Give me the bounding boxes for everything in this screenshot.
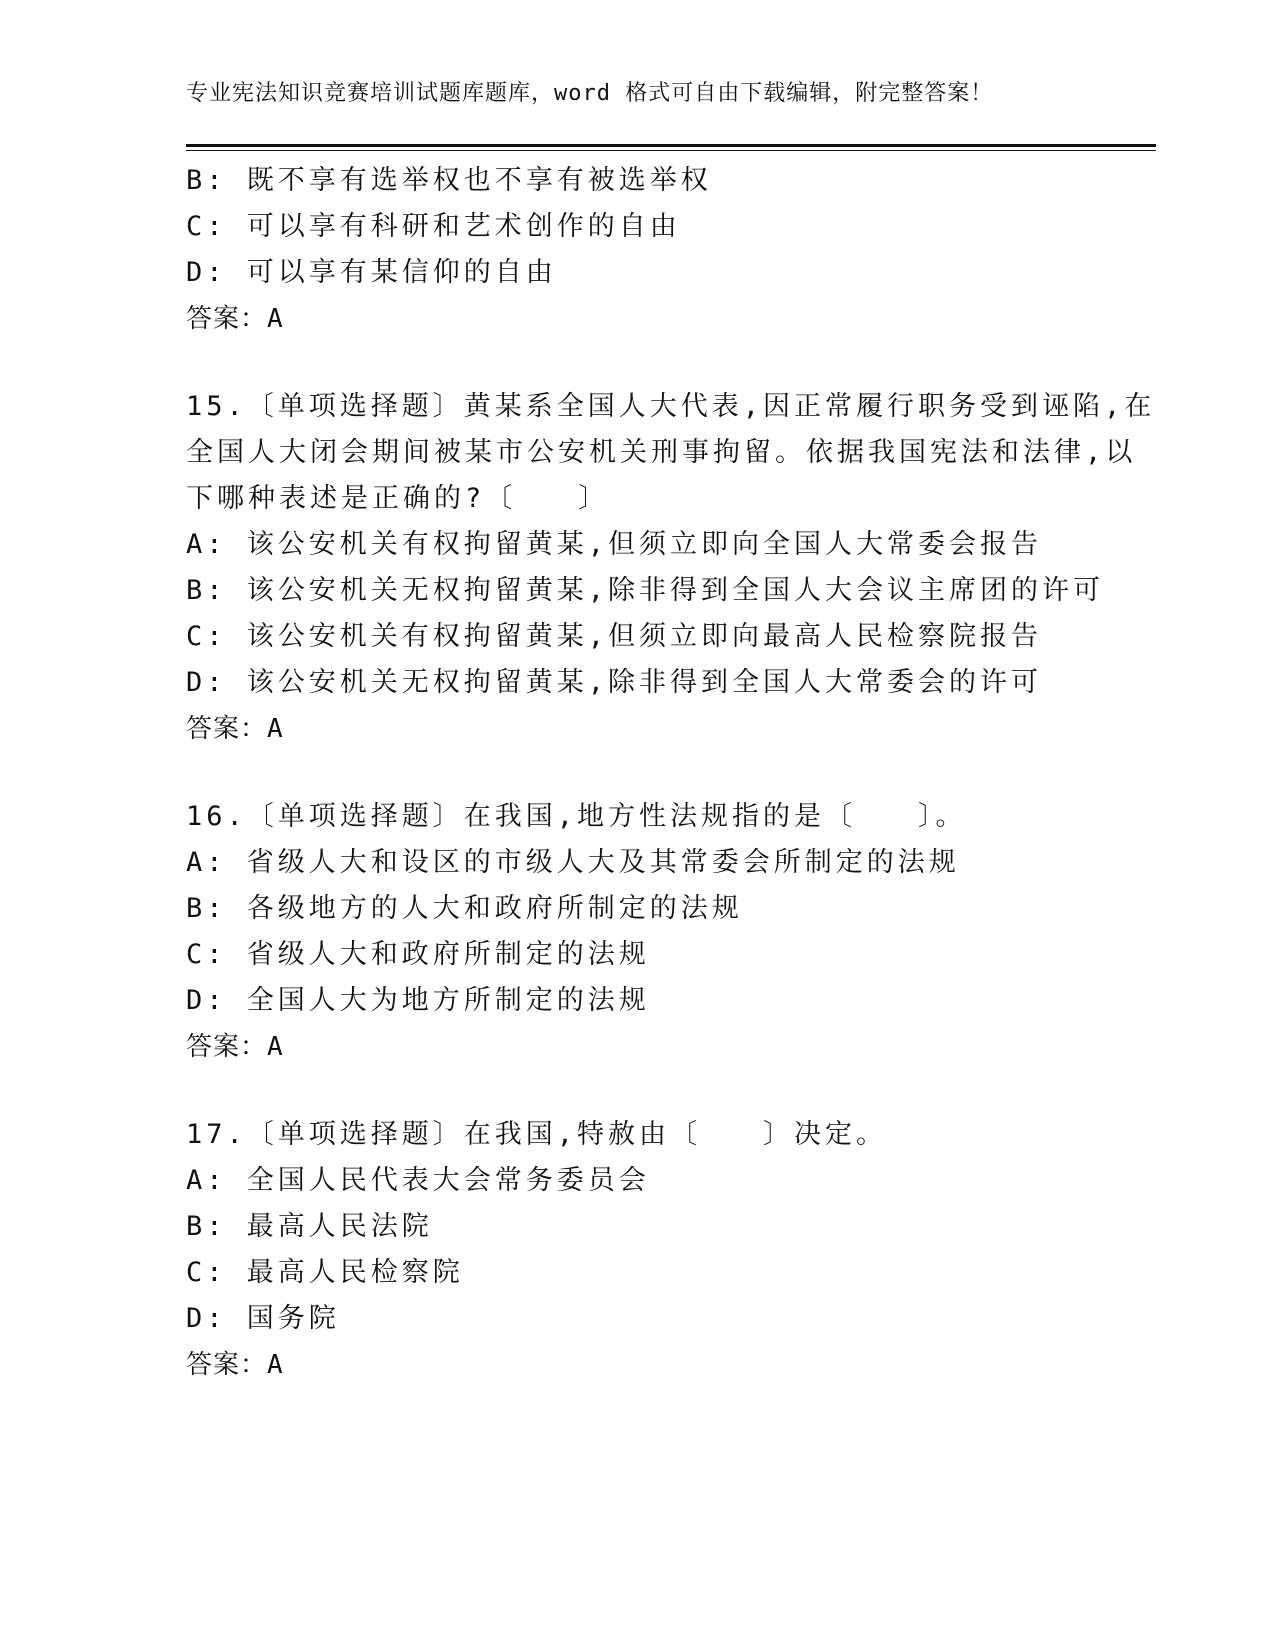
option-b: B: 各级地方的人大和政府所制定的法规 — [186, 893, 743, 924]
question-16 — [186, 794, 1086, 1070]
question-15 — [186, 384, 1156, 752]
question-stem-line: 17.〔单项选择题〕在我国,特赦由〔 〕决定。 — [186, 1119, 888, 1150]
option-b: B: 最高人民法院 — [186, 1211, 433, 1242]
option-a: A: 省级人大和设区的市级人大及其常委会所制定的法规 — [186, 847, 960, 878]
answer: 答案：A — [186, 304, 284, 334]
option-d: D: 可以享有某信仰的自由 — [186, 257, 557, 288]
answer: 答案：A — [186, 714, 284, 744]
option-c: C: 可以享有科研和艺术创作的自由 — [186, 211, 681, 242]
page-content — [186, 158, 1156, 1388]
question-stem-line: 16.〔单项选择题〕在我国,地方性法规指的是〔 〕。 — [186, 801, 967, 832]
question-17 — [186, 1112, 1086, 1388]
question-stem-line: 15.〔单项选择题〕黄某系全国人大代表,因正常履行职务受到诬陷,在 — [186, 391, 1156, 422]
answer: 答案：A — [186, 1350, 284, 1380]
option-b: B: 该公安机关无权拘留黄某,除非得到全国人大会议主席团的许可 — [186, 575, 1105, 606]
option-b: B: 既不享有选举权也不享有被选举权 — [186, 165, 712, 196]
option-c: C: 该公安机关有权拘留黄某,但须立即向最高人民检察院报告 — [186, 621, 1043, 652]
option-d: D: 全国人大为地方所制定的法规 — [186, 985, 650, 1016]
option-a: A: 全国人民代表大会常务委员会 — [186, 1165, 650, 1196]
option-d: D: 国务院 — [186, 1303, 340, 1334]
option-d: D: 该公安机关无权拘留黄某,除非得到全国人大常委会的许可 — [186, 667, 1043, 698]
header-rule-thick — [186, 144, 1156, 147]
question-continued — [186, 158, 1086, 342]
option-c: C: 最高人民检察院 — [186, 1257, 464, 1288]
question-stem-line: 全国人大闭会期间被某市公安机关刑事拘留。依据我国宪法和法律,以 — [186, 437, 1137, 468]
option-a: A: 该公安机关有权拘留黄某,但须立即向全国人大常委会报告 — [186, 529, 1043, 560]
document-header: 专业宪法知识竞赛培训试题库题库，word 格式可自由下载编辑，附完整答案！ — [186, 81, 994, 106]
header-rule-thin — [186, 150, 1156, 151]
answer: 答案：A — [186, 1032, 284, 1062]
question-stem-line: 下哪种表述是正确的?〔 〕 — [186, 483, 610, 514]
option-c: C: 省级人大和政府所制定的法规 — [186, 939, 650, 970]
